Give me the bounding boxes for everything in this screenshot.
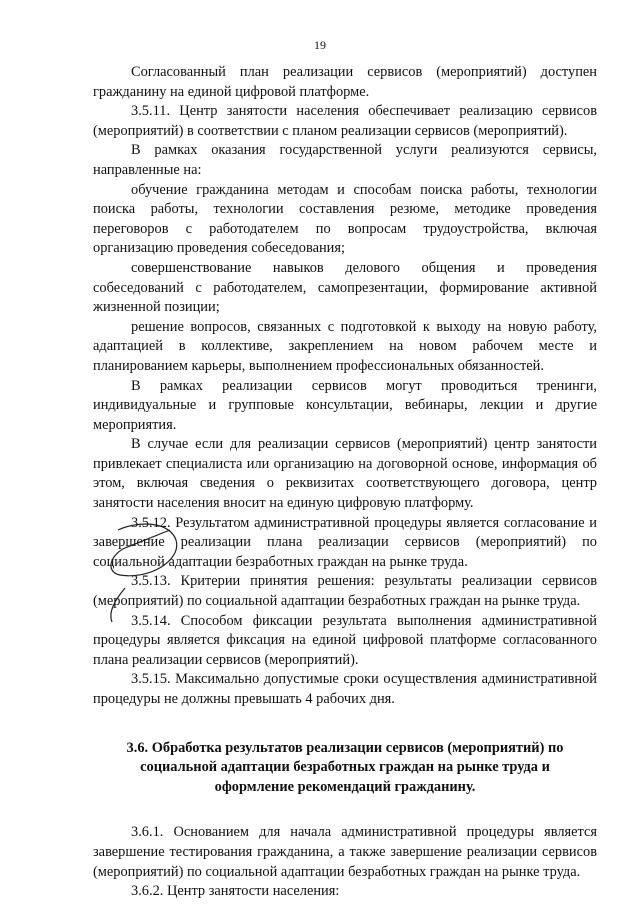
- paragraph: обучение гражданина методам и способам поиска работы, технологии поиска работы, технологии составления резюме, методике проведения переговоров с работодателем по вопросам трудоустройства, включая организацию проведения собеседования;: [93, 181, 597, 257]
- paragraph: 3.5.11. Центр занятости населения обеспечивает реализацию сервисов (мероприятий) в соответствии с планом реализации сервисов (мероприятий).: [93, 103, 597, 139]
- paragraph: 3.6.2. Центр занятости населения:: [131, 883, 340, 900]
- paragraph: Согласованный план реализации сервисов (мероприятий) доступен гражданину на единой цифровой платформе.: [93, 64, 597, 100]
- page-number: 19: [314, 38, 326, 52]
- paragraph: В случае если для реализации сервисов (мероприятий) центр занятости привлекает специалиста или организацию на договорной основе, информация об этом, включая сведения о реквизитах соответствующего договора, центр занятости населения вносит на единую цифровую платформу.: [93, 436, 597, 512]
- paragraph: 3.6.1. Основанием для начала административной процедуры является завершение тестирования гражданина, а также завершение реализации сервисов (мероприятий) по социальной адаптации безработных граждан на рынке труда.: [93, 824, 597, 880]
- paragraph: В рамках реализации сервисов могут проводиться тренинги, индивидуальные и групповые консультации, вебинары, лекции и другие мероприятия.: [93, 377, 597, 433]
- paragraph: 3.5.13. Критерии принятия решения: результаты реализации сервисов (мероприятий) по социальной адаптации безработных граждан на рынке труда.: [93, 573, 597, 610]
- section-heading-line: социальной адаптации безработных граждан на рынке труда и: [140, 759, 550, 776]
- section-heading-line: 3.6. Обработка результатов реализации сервисов (мероприятий) по: [126, 739, 564, 756]
- paragraph: 3.5.14. Способом фиксации результата выполнения административной процедуры является фиксация на единой цифровой платформе согласованного плана реализации сервисов (мероприятий).: [93, 612, 597, 668]
- section-heading: [93, 739, 597, 798]
- paragraph: 3.5.12. Результатом административной процедуры является согласование и завершение реализации плана реализации сервисов (мероприятий) по социальной адаптации безработных граждан на рынке труда.: [93, 514, 597, 570]
- document-body: [93, 63, 597, 902]
- paragraph: В рамках оказания государственной услуги реализуются сервисы, направленные на:: [93, 142, 597, 178]
- paragraph: совершенствование навыков делового общения и проведения собеседований с работодателем, самопрезентации, формирование активной жизненной позиции;: [93, 259, 597, 316]
- paragraph: 3.5.15. Максимально допустимые сроки осуществления административной процедуры не должны превышать 4 рабочих дня.: [93, 671, 597, 707]
- paragraph: решение вопросов, связанных с подготовкой к выходу на новую работу, адаптацией в коллективе, закреплением на новом рабочем месте и планированием карьеры, выполнением профессиональных обязанностей.: [93, 318, 597, 374]
- section-heading-line: оформление рекомендаций гражданину.: [214, 778, 476, 795]
